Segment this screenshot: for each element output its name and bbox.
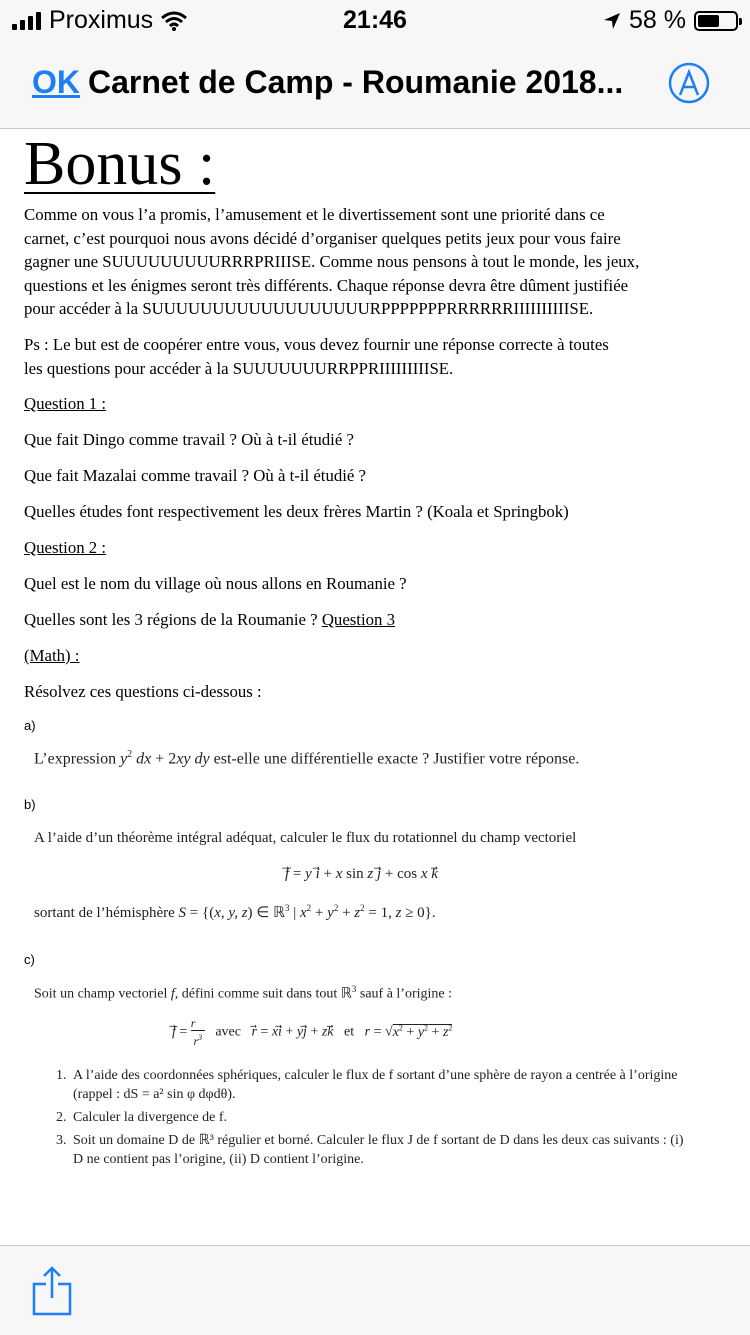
part-c-list [56, 1066, 692, 1173]
part-c-formula: f⃗ = $\frac{r⃗}{r^3}$ avec r⃗ = xi⃗ + yj⃗ + zk⃗ et $r = √x^2 + y^2 + z^2$ [172, 1016, 453, 1048]
question-3-title: Question 3 [321, 610, 395, 629]
list-item: 1. A l’aide des coordonnées sphériques, calculer le flux de f sortant d’une sphère de rayon a centrée à l’origine (rappel : dS = a² sin φ dφdθ). [56, 1068, 678, 1102]
part-c-label: c) [24, 952, 35, 967]
question-3-subtitle: (Math) : [24, 646, 80, 665]
battery-fill [698, 15, 719, 27]
part-b-line1: A l’aide d’un théorème intégral adéquat, calculer le flux du rotationnel du champ vectoriel [34, 830, 577, 846]
document-view[interactable] [0, 129, 750, 1245]
part-c-intro: Soit un champ vectoriel f, défini comme suit dans tout ℝ$^3$ sauf à l’origine : [34, 984, 453, 1002]
page-heading: Bonus : [24, 130, 216, 198]
question-3-instruction: Résolvez ces questions ci-dessous : [24, 682, 262, 701]
part-b-label: b) [24, 797, 36, 812]
intro-line: questions et les énigmes seront très différents. Chaque réponse devra être dûment justifiée [24, 275, 629, 295]
clock: 21:46 [343, 6, 407, 34]
vector-field-formula: f⃗ = y i⃗ + x sin z j⃗ + cos x k [285, 866, 438, 882]
ps-line: Ps : Le but est de coopérer entre vous, vous devez fournir une réponse correcte à toutes [24, 335, 609, 354]
list-item: 3. Soit un domaine D de ℝ³ régulier et borné. Calculer le flux J de f sortant de D dans les deux cas suivants : (i) D ne contient pas l’origine, (ii) D contient l’origine. [56, 1133, 684, 1167]
intro-line: Comme on vous l’a promis, l’amusement et le divertissement sont une priorité dans ce [24, 205, 605, 224]
question-line: Quel est le nom du village où nous allons en Roumanie ? [24, 574, 407, 593]
question-2-title: Question 2 : [24, 538, 107, 557]
ps-paragraph [24, 333, 730, 380]
intro-line: pour accéder à la SUUUUUUUUUUUUUUUUUURPPPPPPPRRRRRRIIIIIIIIIISE. [24, 299, 594, 318]
document-title: Carnet de Camp - Roumanie 2018... [88, 64, 624, 100]
location-arrow-icon [603, 12, 621, 30]
part-a-label: a) [24, 718, 36, 733]
list-item: 2. Calculer la divergence de f. [56, 1110, 228, 1125]
ps-line: les questions pour accéder à la SUUUUUUURRPPRIIIIIIIIISE. [24, 358, 454, 378]
ok-button[interactable]: OK [32, 64, 80, 100]
markup-icon[interactable] [668, 62, 710, 104]
status-bar [0, 0, 750, 40]
battery-percentage: 58 % [629, 6, 686, 34]
navigation-bar [0, 40, 750, 129]
intro-line: carnet, c’est pourquoi nous avons décidé d’organiser quelques petits jeux pour vous faire [24, 228, 621, 248]
carrier-name: Proximus [49, 6, 154, 34]
question-1-title: Question 1 : [24, 394, 107, 413]
question-line: Que fait Mazalai comme travail ? Où à t-il étudié ? [24, 466, 366, 485]
intro-line: gagner une SUUUUUUUUURRRPRIIISE. Comme nous pensons à tout le monde, les jeux, [24, 252, 640, 271]
question-line: Quelles études font respectivement les deux frères Martin ? (Koala et Springbok) [24, 502, 569, 521]
share-icon[interactable] [32, 1266, 72, 1316]
part-b-line3: sortant de l’hémisphère S = {(x, y, z) ∈ ℝ$^3$ | $x^2 + y^2 + z^2 = 1$, z ≥ 0}. [34, 903, 436, 921]
question-line: Que fait Dingo comme travail ? Où à t-il étudié ? [24, 430, 354, 449]
bottom-toolbar [0, 1245, 750, 1335]
intro-paragraph [24, 203, 730, 321]
battery-icon [694, 11, 738, 31]
status-right [603, 6, 738, 35]
part-a-text: L’expression $y^2$ dx + 2xy dy est-elle une différentielle exacte ? Justifier votre réponse. [34, 749, 580, 768]
question-text: Quelles sont les 3 régions de la Roumanie ? [24, 610, 318, 629]
question-line [24, 610, 395, 630]
